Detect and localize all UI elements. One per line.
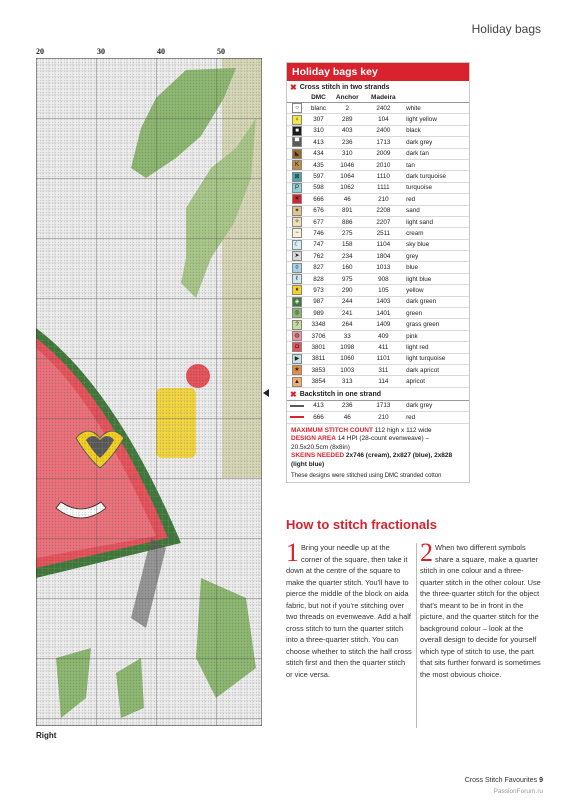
key-row: [287, 308, 469, 319]
key-row: [287, 114, 469, 125]
key-cell-madeira: 908: [365, 273, 402, 284]
key-row: [287, 330, 469, 341]
thread-symbol-icon: ♥: [292, 194, 302, 204]
key-cell-anchor: 2: [330, 103, 365, 114]
key-table: [287, 93, 469, 424]
thread-symbol-icon: ?: [292, 320, 302, 330]
key-row: [287, 125, 469, 136]
key-cell-dmc: 3706: [307, 330, 330, 341]
key-cell-name: dark turquoise: [402, 171, 469, 182]
key-cell-madeira: 104: [365, 114, 402, 125]
backstitch-line-icon: [290, 405, 304, 407]
key-row: [287, 103, 469, 114]
page-footer: Cross Stitch Favourites 9: [464, 777, 543, 784]
key-cell-anchor: 1003: [330, 364, 365, 375]
key-cell-anchor: 1046: [330, 159, 365, 170]
key-cell-dmc: 597: [307, 171, 330, 182]
key-cell-name: pink: [402, 330, 469, 341]
key-cell-madeira: 2402: [365, 103, 402, 114]
key-info: MAXIMUM STITCH COUNT 112 high x 112 wide DESIGN AREA 14 HPI (28-count evenweave) – 20.5x20.5cm (8x8in) SKEINS NEEDED 2x746 (cream), 2x827 (blue), 2x828 (light blue): [291, 426, 453, 468]
key-cell-madeira: 114: [365, 376, 402, 387]
backstitch-heading: ✖ Backstitch in one strand: [290, 389, 381, 399]
key-cell-name: sand: [402, 205, 469, 216]
key-cell-madeira: 1110: [365, 171, 402, 182]
key-cell-name: grass green: [402, 319, 469, 330]
key-cell-name: blue: [402, 262, 469, 273]
key-row: [287, 262, 469, 273]
key-cell-madeira: 1104: [365, 239, 402, 250]
thread-symbol-icon: ▀: [292, 137, 302, 147]
key-cell-madeira: 2511: [365, 228, 402, 239]
column-divider: [416, 543, 417, 728]
key-cell-madeira: 1403: [365, 296, 402, 307]
key-cell-name: light turquoise: [402, 353, 469, 364]
key-row: [287, 251, 469, 262]
key-cell-madeira: 1101: [365, 353, 402, 364]
key-cell-name: dark grey: [402, 137, 469, 148]
key-cell-anchor: 158: [330, 239, 365, 250]
key-cell-madeira: 1401: [365, 308, 402, 319]
key-cell-madeira: 1111: [365, 182, 402, 193]
key-cell-anchor: 46: [330, 194, 365, 205]
key-cell-name: yellow: [402, 285, 469, 296]
key-row: [287, 296, 469, 307]
key-cell-anchor: 241: [330, 308, 365, 319]
key-cell-anchor: 313: [330, 376, 365, 387]
thread-symbol-icon: ◊: [292, 263, 302, 273]
key-cell-name: grey: [402, 251, 469, 262]
key-cell-name: light red: [402, 342, 469, 353]
key-cell-dmc: 989: [307, 308, 330, 319]
key-cell-name: tan: [402, 159, 469, 170]
thread-symbol-icon: −: [292, 228, 302, 238]
key-title: Holiday bags key: [287, 63, 469, 81]
key-note: These designs were stitched using DMC stranded cotton: [291, 473, 442, 480]
key-cell-anchor: 1064: [330, 171, 365, 182]
key-row: [287, 137, 469, 148]
cross-stitch-heading: ✖ Cross stitch in two strands: [290, 83, 390, 92]
watermark: PassionForum.ru: [493, 788, 543, 795]
thread-symbol-icon: ▲: [292, 377, 302, 387]
key-cell-dmc: 3811: [307, 353, 330, 364]
key-cell-dmc: 828: [307, 273, 330, 284]
key-cell-anchor: 310: [330, 148, 365, 159]
fractionals-step-1: 1 Bring your needle up at the corner of the square, then take it down at the centre of the square to make the quarter stitch. You'll have to pierce the middle of the block on aida fabric, but not if you're stitching over two threads on evenweave. Add a half cross stitch to turn the quarter stitch into a three-quarter stitch. You can choose whether to stitch the half cross stitch first and then the quarter stitch or vice versa.: [286, 538, 412, 679]
backstitch-row: [287, 400, 469, 411]
key-cell-dmc: 973: [307, 285, 330, 296]
key-cell-dmc: 747: [307, 239, 330, 250]
page-number: 9: [539, 777, 543, 784]
thread-symbol-icon: ◘: [292, 342, 302, 352]
col-header-anchor: Anchor: [330, 93, 365, 103]
key-cell-dmc: 434: [307, 148, 330, 159]
thread-symbol-icon: ◈: [292, 297, 302, 307]
key-cell-anchor: 403: [330, 125, 365, 136]
key-cell-madeira: 409: [365, 330, 402, 341]
key-cell-dmc: 435: [307, 159, 330, 170]
key-cell-madeira: 1713: [365, 400, 402, 411]
thread-symbol-icon: ♀: [292, 115, 302, 125]
key-row: [287, 194, 469, 205]
key-cell-dmc: blanc: [307, 103, 330, 114]
cross-icon: ✖: [290, 389, 297, 399]
thread-symbol-icon: ◣: [292, 149, 302, 159]
chart-caption: Right: [36, 731, 57, 740]
thread-symbol-icon: ◍: [292, 331, 302, 341]
key-cell-anchor: 290: [330, 285, 365, 296]
thread-symbol-icon: ➤: [292, 251, 302, 261]
key-cell-dmc: 3853: [307, 364, 330, 375]
key-cell-name: light blue: [402, 273, 469, 284]
key-cell-anchor: 891: [330, 205, 365, 216]
key-cell-dmc: 307: [307, 114, 330, 125]
thread-symbol-icon: ◎: [292, 308, 302, 318]
key-cell-dmc: 3854: [307, 376, 330, 387]
key-row: [287, 159, 469, 170]
key-cell-madeira: 2009: [365, 148, 402, 159]
key-cell-madeira: 210: [365, 412, 402, 423]
key-cell-madeira: 411: [365, 342, 402, 353]
key-cell-name: sky blue: [402, 239, 469, 250]
thread-symbol-icon: ✶: [292, 206, 302, 216]
key-cell-madeira: 2208: [365, 205, 402, 216]
key-cell-anchor: 160: [330, 262, 365, 273]
key-cell-anchor: 234: [330, 251, 365, 262]
key-cell-name: dark tan: [402, 148, 469, 159]
key-cell-dmc: 676: [307, 205, 330, 216]
key-cell-dmc: 746: [307, 228, 330, 239]
key-cell-dmc: 413: [307, 137, 330, 148]
col-header-dmc: DMC: [307, 93, 330, 103]
key-cell-name: apricot: [402, 376, 469, 387]
chart-column-number: 40: [157, 47, 165, 56]
thread-symbol-icon: P: [292, 183, 302, 193]
key-cell-dmc: 666: [307, 412, 330, 423]
key-cell-anchor: 1062: [330, 182, 365, 193]
cross-icon: ✖: [290, 83, 297, 92]
fractionals-title: How to stitch fractionals: [286, 517, 437, 532]
col-header-madeira: Madeira: [365, 93, 402, 103]
key-cell-name: dark grey: [402, 400, 469, 411]
key-cell-name: dark green: [402, 296, 469, 307]
key-cell-anchor: 244: [330, 296, 365, 307]
key-cell-anchor: 264: [330, 319, 365, 330]
thread-symbol-icon: ○: [292, 103, 302, 113]
key-row: [287, 342, 469, 353]
key-row: [287, 376, 469, 387]
key-cell-dmc: 827: [307, 262, 330, 273]
thread-symbol-icon: ☾: [292, 240, 302, 250]
key-cell-anchor: 1098: [330, 342, 365, 353]
chart-center-arrow-icon: [263, 389, 269, 397]
col-header-name: [402, 93, 469, 103]
key-cell-anchor: 975: [330, 273, 365, 284]
key-cell-dmc: 762: [307, 251, 330, 262]
key-cell-madeira: 1713: [365, 137, 402, 148]
key-cell-dmc: 677: [307, 216, 330, 227]
key-cell-anchor: 289: [330, 114, 365, 125]
key-cell-anchor: 33: [330, 330, 365, 341]
thread-symbol-icon: ✧: [292, 217, 302, 227]
key-cell-dmc: 598: [307, 182, 330, 193]
key-row: [287, 319, 469, 330]
key-cell-name: red: [402, 412, 469, 423]
chart-column-number: 20: [36, 47, 44, 56]
backstitch-line-icon: [290, 416, 304, 418]
thread-symbol-icon: ★: [292, 365, 302, 375]
key-row: [287, 364, 469, 375]
key-row: [287, 171, 469, 182]
chart-column-number: 30: [97, 47, 105, 56]
key-row: [287, 228, 469, 239]
backstitch-row: [287, 412, 469, 423]
thread-symbol-icon: ▶: [292, 354, 302, 364]
key-cell-anchor: 236: [330, 137, 365, 148]
key-cell-name: green: [402, 308, 469, 319]
key-row: [287, 205, 469, 216]
key-cell-dmc: 310: [307, 125, 330, 136]
key-row: [287, 216, 469, 227]
cross-stitch-chart: [36, 58, 262, 726]
key-row: [287, 353, 469, 364]
key-cell-name: light yellow: [402, 114, 469, 125]
key-cell-anchor: 886: [330, 216, 365, 227]
key-cell-madeira: 1804: [365, 251, 402, 262]
key-cell-madeira: 2010: [365, 159, 402, 170]
chart-key: [286, 62, 470, 483]
key-row: [287, 239, 469, 250]
key-row: [287, 182, 469, 193]
key-cell-name: cream: [402, 228, 469, 239]
key-cell-madeira: 2207: [365, 216, 402, 227]
key-row: [287, 285, 469, 296]
key-cell-dmc: 3348: [307, 319, 330, 330]
key-cell-anchor: 46: [330, 412, 365, 423]
key-cell-madeira: 105: [365, 285, 402, 296]
key-cell-dmc: 666: [307, 194, 330, 205]
key-cell-name: white: [402, 103, 469, 114]
key-cell-madeira: 2400: [365, 125, 402, 136]
chart-column-number: 50: [217, 47, 225, 56]
fractionals-step-2: 2 When two different symbols share a square, make a quarter stitch in one colour and a three-quarter stitch in the other colour. Use the three-quarter stitch for the object that's meant to be in front in the picture, and the quarter stitch for the background colour – look at the overall design to decide for yourself which type of stitch to use, the part that sits further forward is sometimes the most obvious choice.: [420, 538, 541, 679]
thread-symbol-icon: ℓ: [292, 274, 302, 284]
key-cell-dmc: 987: [307, 296, 330, 307]
key-cell-madeira: 1409: [365, 319, 402, 330]
key-cell-name: dark apricot: [402, 364, 469, 375]
key-cell-anchor: 275: [330, 228, 365, 239]
thread-symbol-icon: ♦: [292, 285, 302, 295]
key-cell-anchor: 1060: [330, 353, 365, 364]
key-cell-anchor: 236: [330, 400, 365, 411]
key-cell-dmc: 413: [307, 400, 330, 411]
thread-symbol-icon: ⊠: [292, 172, 302, 182]
key-cell-name: red: [402, 194, 469, 205]
thread-symbol-icon: K: [292, 160, 302, 170]
running-header: Holiday bags: [471, 22, 541, 36]
key-cell-name: black: [402, 125, 469, 136]
key-row: [287, 273, 469, 284]
key-row: [287, 148, 469, 159]
key-cell-name: light sand: [402, 216, 469, 227]
key-cell-madeira: 311: [365, 364, 402, 375]
key-cell-name: turquoise: [402, 182, 469, 193]
key-cell-madeira: 1013: [365, 262, 402, 273]
thread-symbol-icon: ■: [292, 126, 302, 136]
key-cell-madeira: 210: [365, 194, 402, 205]
key-cell-dmc: 3801: [307, 342, 330, 353]
